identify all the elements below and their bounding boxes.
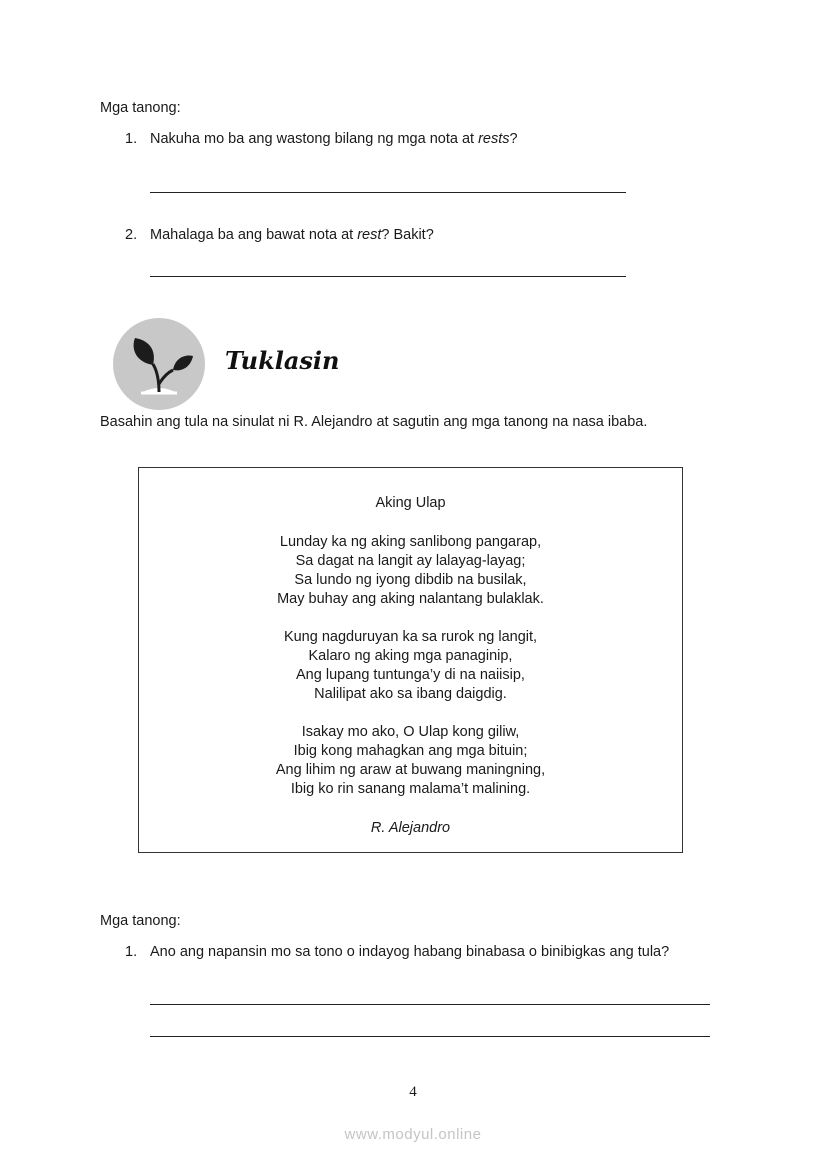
- question-italic: rest: [357, 227, 382, 243]
- section-title: Tuklasin: [225, 346, 340, 375]
- poem-line: Sa dagat na langit ay lalayag-layag;: [295, 553, 526, 569]
- poem-line: Kung nagduruyan ka sa rurok ng langit,: [283, 629, 538, 645]
- poem-line: Isakay mo ako, O Ulap kong giliw,: [301, 724, 520, 740]
- poem-line: May buhay ang aking nalantang bulaklak.: [277, 591, 544, 607]
- question-italic: rests: [478, 131, 510, 147]
- questions-label: Mga tanong:: [100, 100, 181, 116]
- question-text-end: ?: [509, 131, 518, 147]
- question-text: Nakuha mo ba ang wastong bilang ng mga nota at: [150, 131, 479, 147]
- poem-box: [138, 467, 683, 853]
- page-number: 4: [409, 1084, 417, 1100]
- poem-line: Sa lundo ng iyong dibdib na busilak,: [294, 572, 527, 588]
- watermark: www.modyul.online: [344, 1126, 482, 1143]
- answer-line: [150, 1036, 710, 1037]
- question-text: Ano ang napansin mo sa tono o indayog habang binabasa o binibigkas ang tula?: [150, 944, 670, 960]
- question-1: [125, 131, 745, 147]
- question-2: [125, 227, 745, 243]
- poem-line: Nalilipat ako sa ibang daigdig.: [314, 686, 507, 702]
- poem-stanza: [139, 723, 682, 799]
- questions-label: Mga tanong:: [100, 913, 181, 929]
- poem-line: Kalaro ng aking mga panaginip,: [308, 648, 513, 664]
- answer-line: [150, 1004, 710, 1005]
- instruction-text: Basahin ang tula na sinulat ni R. Alejandro at sagutin ang mga tanong na nasa ibaba.: [100, 414, 648, 430]
- poem-stanza: [139, 628, 682, 704]
- answer-line: [150, 192, 626, 193]
- sprout-icon: [113, 318, 205, 410]
- poem-author: R. Alejandro: [370, 820, 451, 836]
- poem-line: Ang lihim ng araw at buwang maningning,: [275, 762, 546, 778]
- poem-line: Ibig kong mahagkan ang mga bituin;: [293, 743, 528, 759]
- answer-line: [150, 276, 626, 277]
- poem-stanza: [139, 533, 682, 609]
- poem-title: Aking Ulap: [375, 495, 446, 511]
- poem-line: Ang lupang tuntunga’y di na naiisip,: [296, 667, 525, 683]
- question-number: 1.: [125, 131, 138, 147]
- question-text-end: ? Bakit?: [381, 227, 434, 243]
- poem-line: Lunday ka ng aking sanlibong pangarap,: [279, 534, 542, 550]
- question-text: Mahalaga ba ang bawat nota at: [150, 227, 358, 243]
- question-number: 1.: [125, 944, 138, 960]
- poem-line: Ibig ko rin sanang malama’t malining.: [290, 781, 531, 797]
- question-number: 2.: [125, 227, 138, 243]
- question-1: [125, 944, 745, 960]
